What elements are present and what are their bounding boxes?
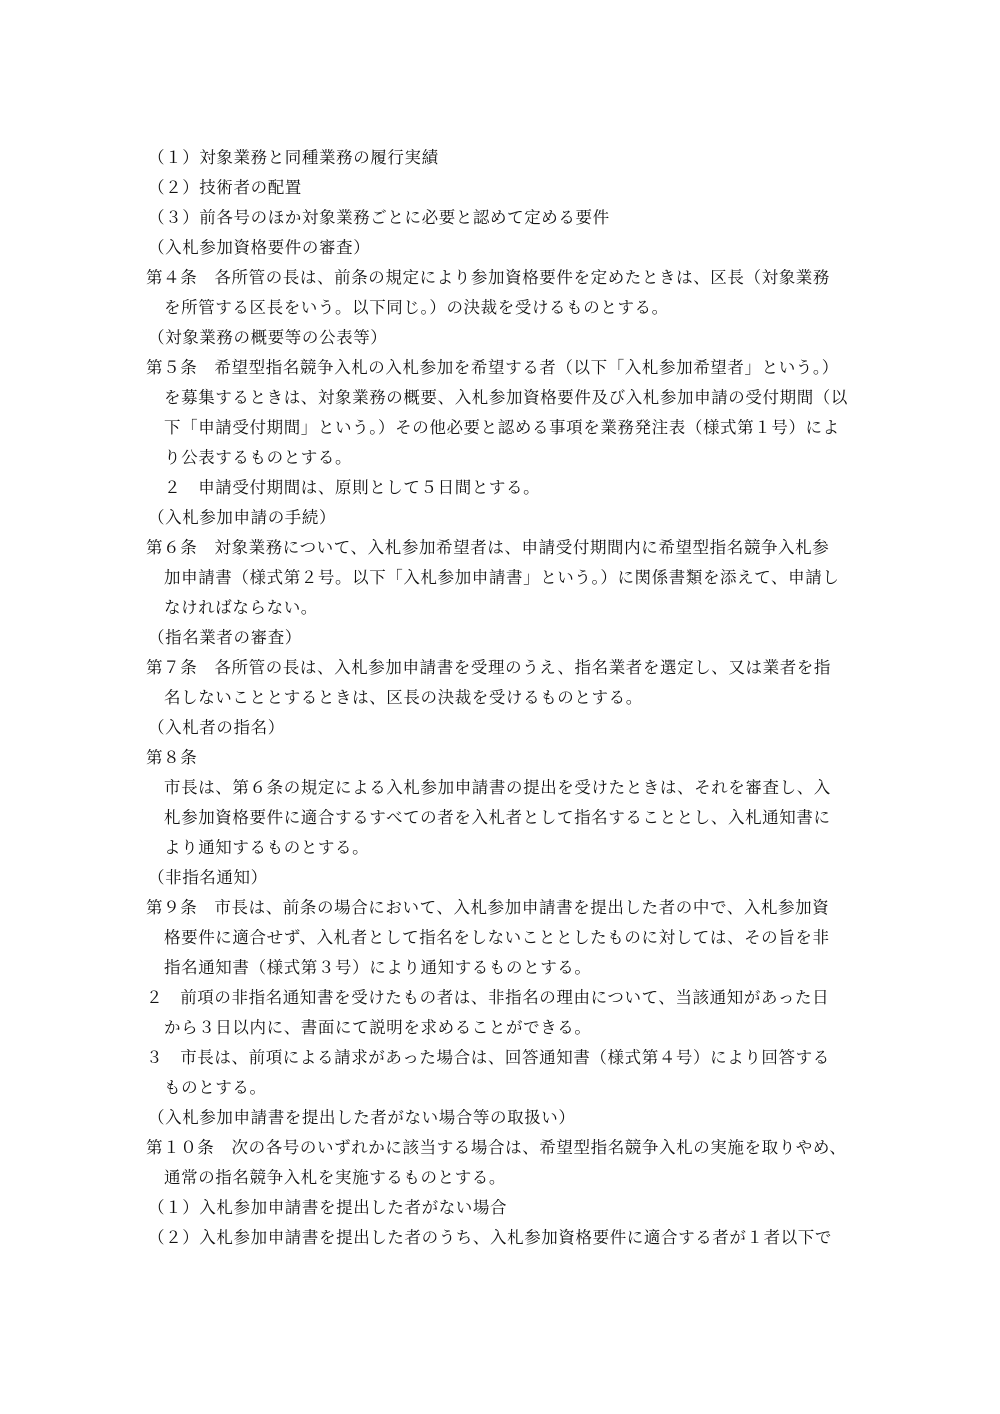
article-line: 第９条 市長は、前条の場合において、入札参加申請書を提出した者の中で、入札参加資 [146,898,830,917]
paragraph-line: ２ 申請受付期間は、原則として５日間とする。 [164,478,541,497]
text-line: を所管する区長をいう。以下同じ。）の決裁を受けるものとする。 [164,298,669,317]
article-line: 第８条 [146,748,198,767]
section-heading: （指名業者の審査） [148,628,302,647]
text-line: より通知するものとする。 [164,838,370,857]
text-line: 下「申請受付期間」という。）その他必要と認める事項を業務発注表（様式第１号）によ [164,418,840,437]
section-heading: （入札者の指名） [148,718,285,737]
text-line: り公表するものとする。 [164,448,353,467]
text-line: （１）入札参加申請書を提出した者がない場合 [148,1198,508,1217]
section-heading: （入札参加資格要件の審査） [148,238,371,257]
text-line: （１）対象業務と同種業務の履行実績 [148,148,439,167]
text-line: 名しないこととするときは、区長の決裁を受けるものとする。 [164,688,643,707]
text-line: 札参加資格要件に適合するすべての者を入札者として指名することとし、入札通知書に [164,808,831,827]
text-line: （２）技術者の配置 [148,178,302,197]
text-line: 加申請書（様式第２号。以下「入札参加申請書」という。）に関係書類を添えて、申請し [164,568,840,587]
section-heading: （非指名通知） [148,868,268,887]
text-line: 市長は、第６条の規定による入札参加申請書の提出を受けたときは、それを審査し、入 [164,778,831,797]
text-line: 通常の指名競争入札を実施するものとする。 [164,1168,506,1187]
text-line: ものとする。 [164,1078,267,1097]
text-line: 指名通知書（様式第３号）により通知するものとする。 [164,958,592,977]
article-line: 第４条 各所管の長は、前条の規定により参加資格要件を定めたときは、区長（対象業務 [146,268,830,287]
text-line: （２）入札参加申請書を提出した者のうち、入札参加資格要件に適合する者が１者以下で [148,1228,832,1247]
paragraph-line: ３ 市長は、前項による請求があった場合は、回答通知書（様式第４号）により回答する [146,1048,830,1067]
text-line: から３日以内に、書面にて説明を求めることができる。 [164,1018,592,1037]
text-line: なければならない。 [164,598,318,617]
text-line: を募集するときは、対象業務の概要、入札参加資格要件及び入札参加申請の受付期間（以 [164,388,848,407]
text-line: 格要件に適合せず、入札者として指名をしないこととしたものに対しては、その旨を非 [164,928,830,947]
article-line: 第１０条 次の各号のいずれかに該当する場合は、希望型指名競争入札の実施を取りやめ、 [146,1138,847,1157]
section-heading: （対象業務の概要等の公表等） [148,328,388,347]
section-heading: （入札参加申請書を提出した者がない場合等の取扱い） [148,1108,576,1127]
section-heading: （入札参加申請の手続） [148,508,337,527]
article-line: 第６条 対象業務について、入札参加希望者は、申請受付期間内に希望型指名競争入札参 [146,538,830,557]
text-line: （３）前各号のほか対象業務ごとに必要と認めて定める要件 [148,208,610,227]
article-line: 第５条 希望型指名競争入札の入札参加を希望する者（以下「入札参加希望者」という。） [146,358,839,377]
paragraph-line: ２ 前項の非指名通知書を受けたもの者は、非指名の理由について、当該通知があった日 [146,988,830,1007]
article-line: 第７条 各所管の長は、入札参加申請書を受理のうえ、指名業者を選定し、又は業者を指 [146,658,831,677]
